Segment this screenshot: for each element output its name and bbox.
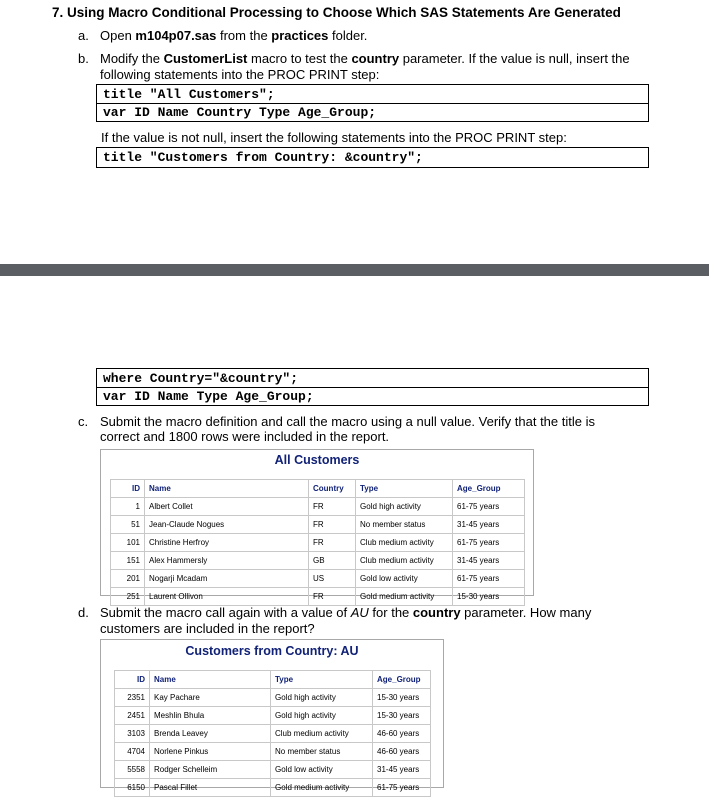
cell-type: Gold high activity (356, 498, 453, 516)
table-row (111, 570, 525, 588)
table-row (111, 498, 525, 516)
table-row (115, 779, 431, 797)
cell-type: No member status (356, 516, 453, 534)
cell-name: Nogarji Mcadam (145, 570, 309, 588)
table-row (115, 707, 431, 725)
cell-id: 2351 (115, 689, 150, 707)
step-b-label: b. (78, 51, 89, 66)
table-header-row (115, 671, 431, 689)
table-row (111, 552, 525, 570)
step-b-text-line2: following statements into the PROC PRINT step: (100, 67, 380, 82)
code-line: var ID Name Type Age_Group; (103, 389, 314, 404)
cell-name: Meshlin Bhula (150, 707, 271, 725)
cell-id: 5558 (115, 761, 150, 779)
cell-name: Christine Herfroy (145, 534, 309, 552)
table-row (115, 761, 431, 779)
cell-age-group: 31-45 years (373, 761, 431, 779)
cell-type: Gold medium activity (356, 588, 453, 606)
code-block-null (96, 84, 649, 122)
cell-type: Club medium activity (271, 725, 373, 743)
column-header: Age_Group (453, 480, 525, 498)
cell-name: Kay Pachare (150, 689, 271, 707)
page-divider (0, 264, 709, 276)
cell-type: Club medium activity (356, 534, 453, 552)
cell-age-group: 15-30 years (373, 707, 431, 725)
table-row (115, 689, 431, 707)
cell-country: FR (309, 498, 356, 516)
cell-name: Albert Collet (145, 498, 309, 516)
cell-country: FR (309, 534, 356, 552)
cell-age-group: 15-30 years (453, 588, 525, 606)
cell-name: Laurent Ollivon (145, 588, 309, 606)
cell-type: Gold low activity (271, 761, 373, 779)
step-c-text-line2: correct and 1800 rows were included in the report. (100, 429, 390, 444)
cell-id: 201 (111, 570, 145, 588)
cell-age-group: 46-60 years (373, 725, 431, 743)
cell-country: GB (309, 552, 356, 570)
code-line: title "All Customers"; (103, 87, 275, 102)
step-b-text-line1: Modify the CustomerList macro to test the country parameter. If the value is null, insert the (100, 51, 630, 66)
column-header: Age_Group (373, 671, 431, 689)
step-a-text: Open m104p07.sas from the practices folder. (100, 28, 368, 43)
code-line: title "Customers from Country: &country"; (103, 150, 423, 165)
cell-age-group: 61-75 years (453, 498, 525, 516)
cell-type: Club medium activity (356, 552, 453, 570)
step-d-text-line2: customers are included in the report? (100, 621, 315, 636)
table-row (111, 516, 525, 534)
cell-age-group: 61-75 years (453, 570, 525, 588)
cell-id: 251 (111, 588, 145, 606)
cell-age-group: 15-30 years (373, 689, 431, 707)
report-title: Customers from Country: AU (185, 644, 359, 658)
step-a-label: a. (78, 28, 89, 43)
cell-country: US (309, 570, 356, 588)
column-header: Type (271, 671, 373, 689)
step-d-label: d. (78, 605, 89, 620)
step-c-label: c. (78, 414, 89, 429)
cell-name: Alex Hammersly (145, 552, 309, 570)
cell-name: Jean-Claude Nogues (145, 516, 309, 534)
cell-name: Norlene Pinkus (150, 743, 271, 761)
cell-type: Gold high activity (271, 707, 373, 725)
column-header: ID (111, 480, 145, 498)
code-block-where (96, 368, 649, 406)
cell-country: FR (309, 588, 356, 606)
cell-id: 2451 (115, 707, 150, 725)
cell-type: Gold high activity (271, 689, 373, 707)
code-separator (97, 387, 648, 388)
cell-country: FR (309, 516, 356, 534)
report-all-customers (100, 449, 534, 601)
cell-age-group: 46-60 years (373, 743, 431, 761)
cell-id: 51 (111, 516, 145, 534)
cell-type: Gold medium activity (271, 779, 373, 797)
report-table (110, 479, 525, 606)
table-header-row (111, 480, 525, 498)
report-title: All Customers (274, 453, 360, 467)
report-customers-au (100, 639, 444, 792)
cell-type: Gold low activity (356, 570, 453, 588)
table-row (111, 588, 525, 606)
column-header: ID (115, 671, 150, 689)
cell-type: No member status (271, 743, 373, 761)
cell-name: Rodger Schelleim (150, 761, 271, 779)
cell-age-group: 31-45 years (453, 516, 525, 534)
cell-age-group: 31-45 years (453, 552, 525, 570)
cell-name: Brenda Leavey (150, 725, 271, 743)
step-d-text-line1: Submit the macro call again with a value of AU for the country parameter. How many (100, 605, 592, 620)
code-separator (97, 103, 648, 104)
exercise-heading: 7. Using Macro Conditional Processing to Choose Which SAS Statements Are Generated (52, 5, 621, 20)
code-line: where Country="&country"; (103, 371, 299, 386)
table-row (115, 725, 431, 743)
cell-id: 151 (111, 552, 145, 570)
step-c-text-line1: Submit the macro definition and call the macro using a null value. Verify that the title is (100, 414, 595, 429)
table-row (111, 534, 525, 552)
cell-id: 101 (111, 534, 145, 552)
column-header: Type (356, 480, 453, 498)
cell-id: 4704 (115, 743, 150, 761)
cell-id: 1 (111, 498, 145, 516)
cell-age-group: 61-75 years (453, 534, 525, 552)
report-table (114, 670, 431, 797)
step-b-notnull-text: If the value is not null, insert the following statements into the PROC PRINT step: (101, 130, 567, 145)
column-header: Country (309, 480, 356, 498)
cell-name: Pascal Fillet (150, 779, 271, 797)
cell-age-group: 61-75 years (373, 779, 431, 797)
code-block-notnull (96, 147, 649, 168)
table-row (115, 743, 431, 761)
cell-id: 6150 (115, 779, 150, 797)
cell-id: 3103 (115, 725, 150, 743)
column-header: Name (150, 671, 271, 689)
column-header: Name (145, 480, 309, 498)
code-line: var ID Name Country Type Age_Group; (103, 105, 377, 120)
